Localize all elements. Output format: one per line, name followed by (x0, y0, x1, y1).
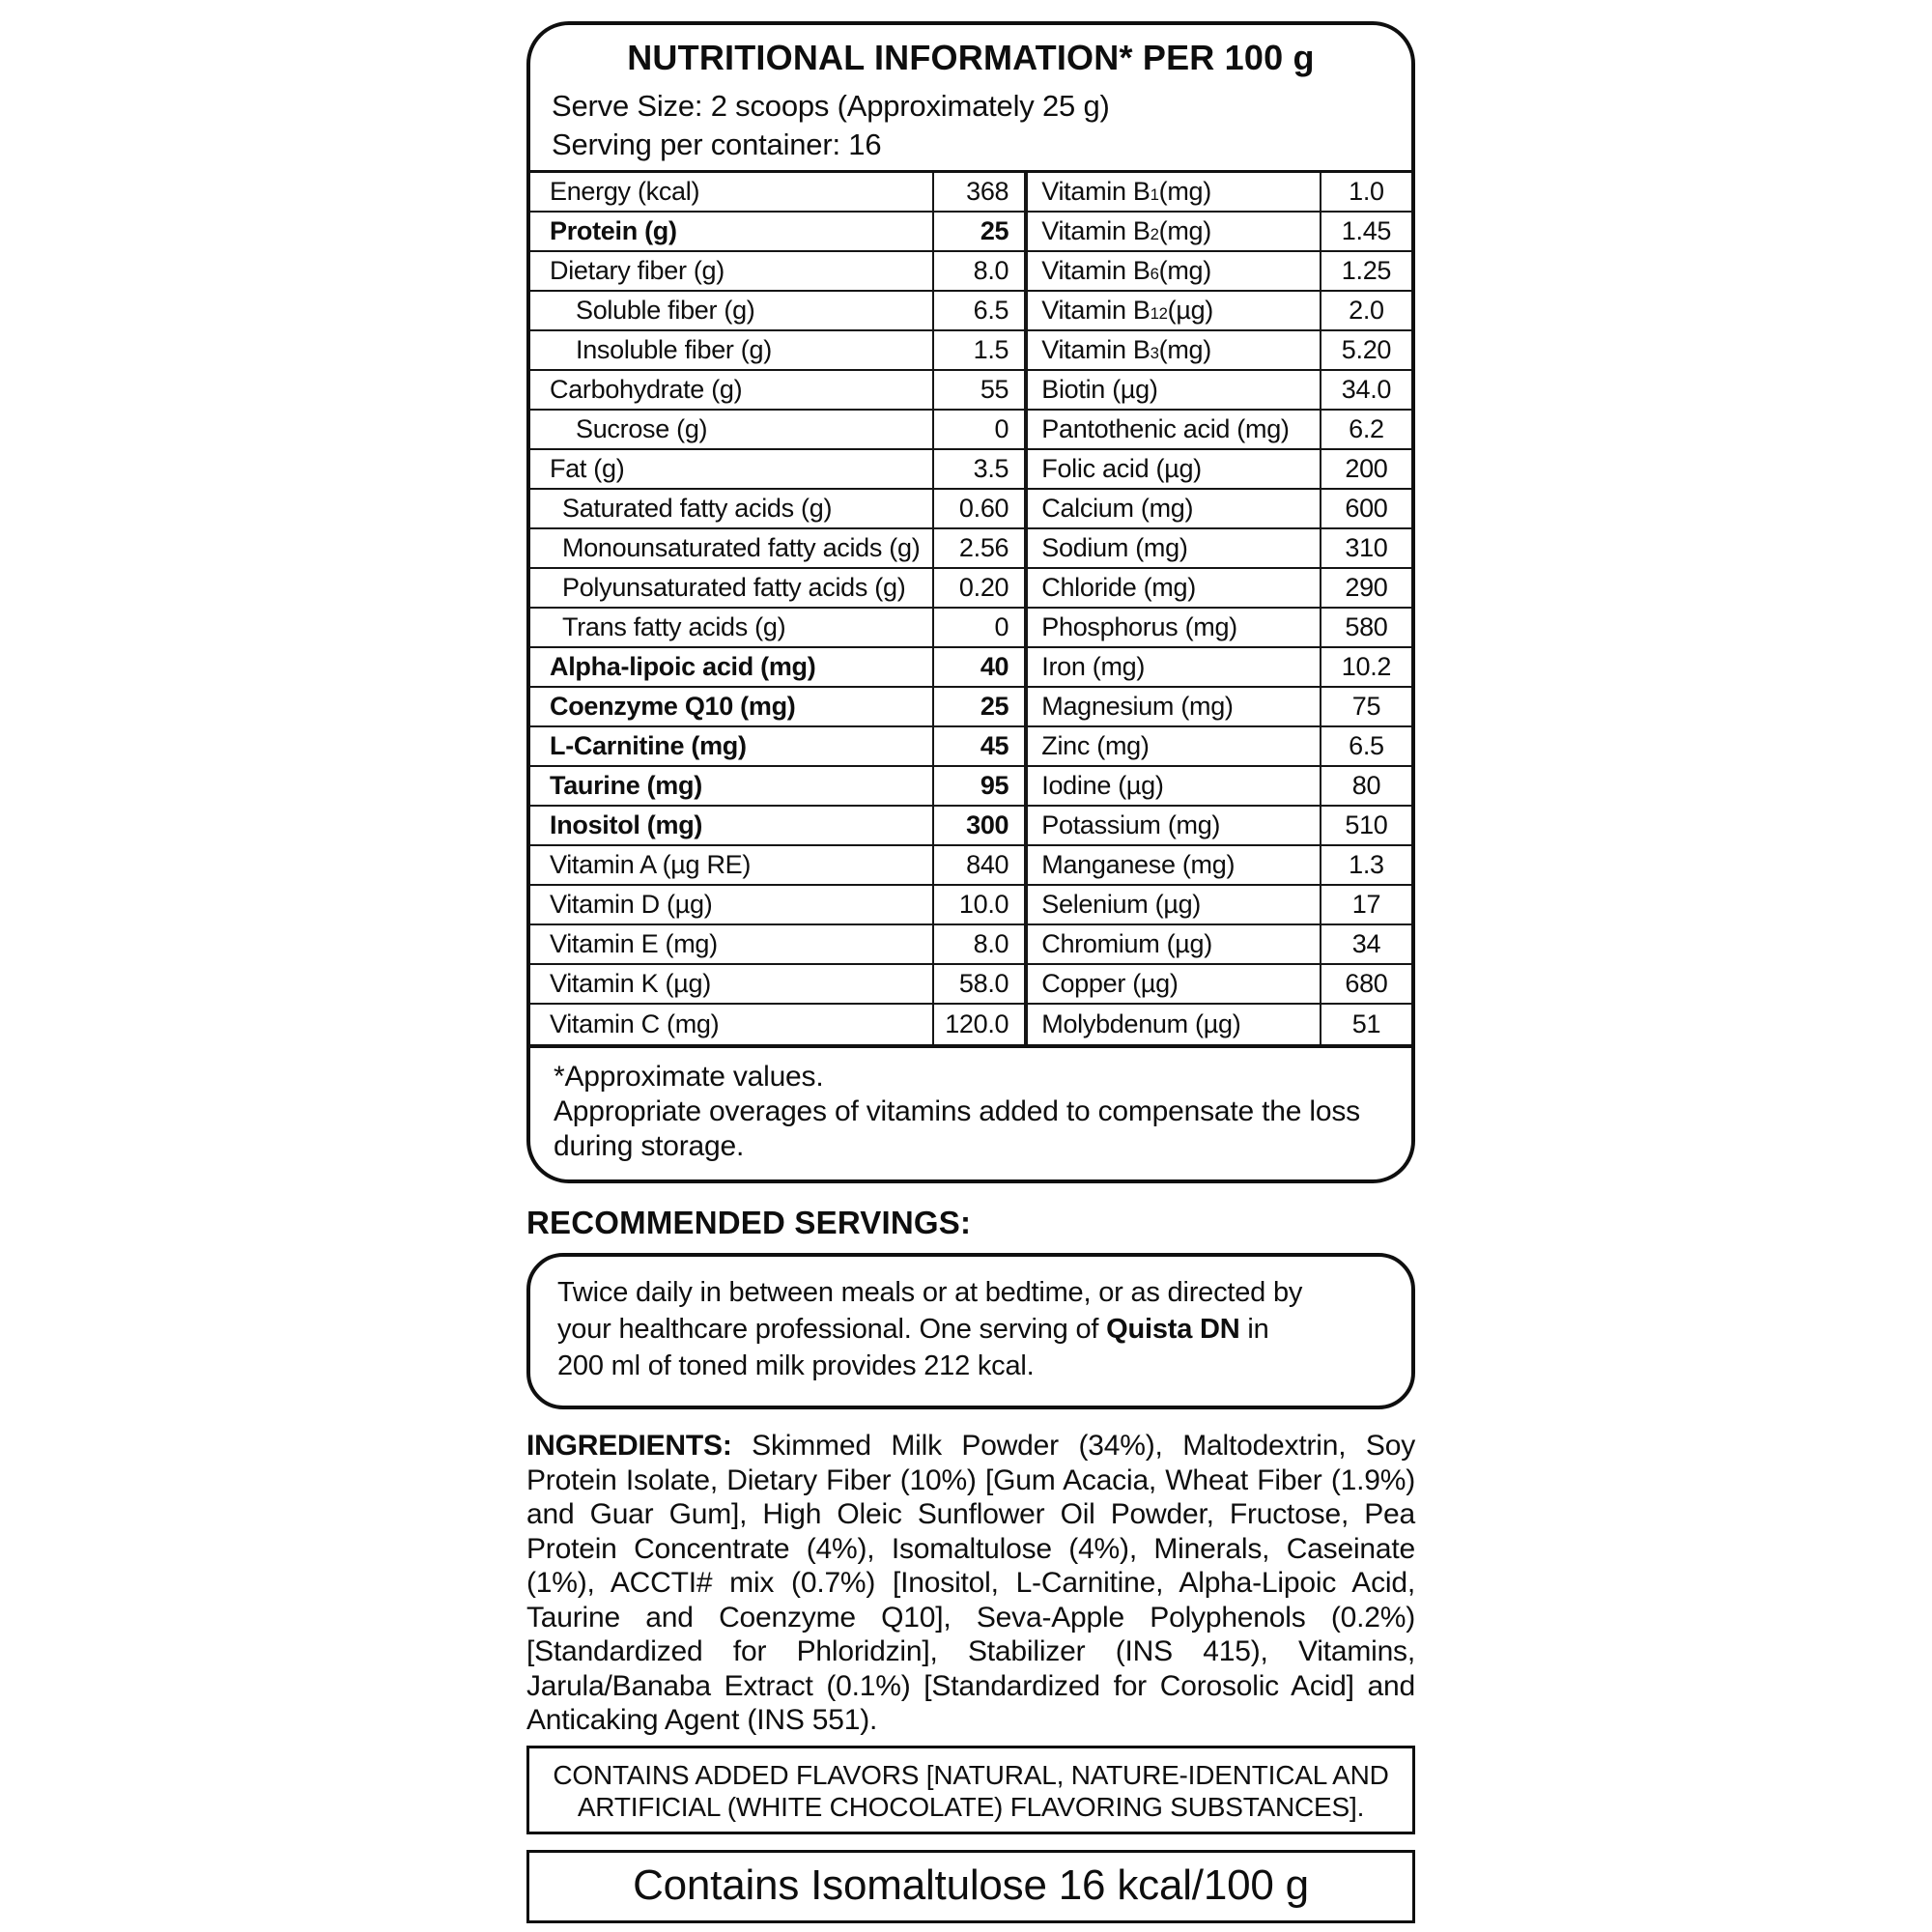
nutrient-value: 200 (1321, 450, 1411, 490)
nutrient-value: 0 (934, 411, 1029, 450)
serve-size-line: Serve Size: 2 scoops (Approximately 25 g) (552, 89, 1110, 123)
nutrient-name: Sucrose (g) (530, 411, 934, 450)
nutrient-name: Insoluble fiber (g) (530, 331, 934, 371)
nutrient-value: 580 (1321, 609, 1411, 648)
nutrient-value: 25 (934, 688, 1029, 727)
ingredients-paragraph: INGREDIENTS: Skimmed Milk Powder (34%), Maltodextrin, Soy Protein Isolate, Dietary Fiber (10%) [Gum Acacia, Wheat Fiber (1.9%) and Guar Gum], High Oleic Sunflower Oil Powder, Fructose, Pea Protein Concentrate (4%), Isomaltulose (4%), Minerals, Caseinate (1%), ACCTI# mix (0.7%) [Inositol, L-Carnitine, Alpha-Lipoic Acid, Taurine and Coenzyme Q10], Seva-Apple Polyphenols (0.2%) [Standardized for Phloridzin], Stabilizer (INS 415), Vitamins, Jarula/Banaba Extract (0.1%) [Standardized for Corosolic Acid] and Anticaking Agent (INS 551). (526, 1430, 1415, 1736)
nutrient-name: Protein (g) (530, 213, 934, 252)
nutrient-value: 1.45 (1321, 213, 1411, 252)
added-flavors-box (526, 1746, 1415, 1834)
nutrient-value: 40 (934, 648, 1029, 688)
nutrient-name: Dietary fiber (g) (530, 252, 934, 292)
nutrient-value: 34 (1321, 925, 1411, 965)
nutrient-value: 680 (1321, 965, 1411, 1005)
nutrient-name: Taurine (mg) (530, 767, 934, 807)
nutrient-name: Coenzyme Q10 (mg) (530, 688, 934, 727)
footnote-line-2: Appropriate overages of vitamins added to compensate the loss during storage. (554, 1095, 1360, 1162)
nutrient-value: 8.0 (934, 252, 1029, 292)
nutrient-name: Vitamin K (µg) (530, 965, 934, 1005)
nutrient-name: Zinc (mg) (1028, 727, 1321, 767)
nutrient-name: Calcium (mg) (1028, 490, 1321, 529)
nutrient-value: 368 (934, 173, 1029, 213)
nutrient-name: Energy (kcal) (530, 173, 934, 213)
nutrient-value: 840 (934, 846, 1029, 886)
nutrient-value: 58.0 (934, 965, 1029, 1005)
nutrient-value: 510 (1321, 807, 1411, 846)
nutrient-value: 2.56 (934, 529, 1029, 569)
nutrient-name: Sodium (mg) (1028, 529, 1321, 569)
nutrient-name: Vitamin C (mg) (530, 1005, 934, 1044)
nutrient-name: Polyunsaturated fatty acids (g) (530, 569, 934, 609)
nutrient-name: Chloride (mg) (1028, 569, 1321, 609)
nutrition-label (526, 21, 1415, 1923)
nutrient-value: 55 (934, 371, 1029, 411)
nutrient-name: Pantothenic acid (mg) (1028, 411, 1321, 450)
nutrient-value: 0.60 (934, 490, 1029, 529)
nutrient-name: Saturated fatty acids (g) (530, 490, 934, 529)
nutrient-name: Biotin (µg) (1028, 371, 1321, 411)
nutrient-name: Inositol (mg) (530, 807, 934, 846)
nutrient-value: 3.5 (934, 450, 1029, 490)
nutrient-name: Iodine (µg) (1028, 767, 1321, 807)
nutrient-name: Selenium (µg) (1028, 886, 1321, 925)
nutrient-name: Phosphorus (mg) (1028, 609, 1321, 648)
recommended-servings-text: Twice daily in between meals or at bedtime, or as directed by your healthcare professional. One serving of Quista DN in 200 ml of toned milk provides 212 kcal. (557, 1277, 1303, 1381)
nutrient-name: Carbohydrate (g) (530, 371, 934, 411)
nutrient-name: Trans fatty acids (g) (530, 609, 934, 648)
nutrient-value: 6.5 (1321, 727, 1411, 767)
recommended-servings-heading: RECOMMENDED SERVINGS: (526, 1205, 972, 1240)
nutrient-name: Monounsaturated fatty acids (g) (530, 529, 934, 569)
servings-per-container-line: Serving per container: 16 (552, 128, 882, 161)
footnote-line-1: *Approximate values. (554, 1061, 824, 1093)
nutrient-value: 10.2 (1321, 648, 1411, 688)
nutrient-name: Potassium (mg) (1028, 807, 1321, 846)
nutrient-value: 1.5 (934, 331, 1029, 371)
nutrient-value: 75 (1321, 688, 1411, 727)
nutrient-name: Chromium (µg) (1028, 925, 1321, 965)
nutrient-name: Vitamin B $_{12}$ (µg) (1028, 292, 1321, 331)
nutrient-name: Vitamin B $_6$ (mg) (1028, 252, 1321, 292)
nutrient-name: Soluble fiber (g) (530, 292, 934, 331)
nutrient-value: 600 (1321, 490, 1411, 529)
nutrient-name: Vitamin D (µg) (530, 886, 934, 925)
nutrition-panel (526, 21, 1415, 1183)
nutrient-value: 1.25 (1321, 252, 1411, 292)
nutrient-name: L-Carnitine (mg) (530, 727, 934, 767)
nutrient-value: 95 (934, 767, 1029, 807)
nutrient-name: Folic acid (µg) (1028, 450, 1321, 490)
nutrient-name: Fat (g) (530, 450, 934, 490)
recommended-servings-box (526, 1253, 1415, 1409)
nutrient-value: 10.0 (934, 886, 1029, 925)
nutrient-value: 6.5 (934, 292, 1029, 331)
nutrient-value: 2.0 (1321, 292, 1411, 331)
isomaltulose-box (526, 1850, 1415, 1923)
nutrient-value: 45 (934, 727, 1029, 767)
nutrient-value: 300 (934, 807, 1029, 846)
nutrient-name: Vitamin E (mg) (530, 925, 934, 965)
nutrient-name: Manganese (mg) (1028, 846, 1321, 886)
nutrient-value: 290 (1321, 569, 1411, 609)
nutrient-value: 17 (1321, 886, 1411, 925)
nutrient-value: 5.20 (1321, 331, 1411, 371)
nutrient-name: Iron (mg) (1028, 648, 1321, 688)
nutrient-value: 34.0 (1321, 371, 1411, 411)
panel-title: NUTRITIONAL INFORMATION* PER 100 g (627, 38, 1315, 77)
footnote (530, 1048, 1411, 1179)
nutrient-value: 0.20 (934, 569, 1029, 609)
nutrient-value: 8.0 (934, 925, 1029, 965)
nutrient-name: Alpha-lipoic acid (mg) (530, 648, 934, 688)
nutrient-value: 0 (934, 609, 1029, 648)
nutrient-name: Vitamin B $_1$ (mg) (1028, 173, 1321, 213)
nutrient-value: 6.2 (1321, 411, 1411, 450)
nutrient-name: Magnesium (mg) (1028, 688, 1321, 727)
nutrient-name: Copper (µg) (1028, 965, 1321, 1005)
nutrient-name: Vitamin A (µg RE) (530, 846, 934, 886)
nutrient-name: Vitamin B $_3$ (mg) (1028, 331, 1321, 371)
isomaltulose-text: Contains Isomaltulose 16 kcal/100 g (633, 1861, 1309, 1909)
nutrient-name: Molybdenum (µg) (1028, 1005, 1321, 1044)
nutrient-value: 120.0 (934, 1005, 1029, 1044)
nutrition-panel-header (530, 25, 1411, 170)
nutrient-value: 25 (934, 213, 1029, 252)
nutrient-value: 80 (1321, 767, 1411, 807)
nutrition-table (530, 170, 1411, 1048)
nutrient-value: 310 (1321, 529, 1411, 569)
added-flavors-text: CONTAINS ADDED FLAVORS [NATURAL, NATURE-IDENTICAL AND ARTIFICIAL (WHITE CHOCOLATE) FLAVORING SUBSTANCES]. (553, 1759, 1389, 1822)
nutrient-value: 1.0 (1321, 173, 1411, 213)
nutrient-name: Vitamin B $_2$ (mg) (1028, 213, 1321, 252)
nutrient-value: 51 (1351, 1009, 1381, 1038)
nutrient-value: 1.3 (1321, 846, 1411, 886)
